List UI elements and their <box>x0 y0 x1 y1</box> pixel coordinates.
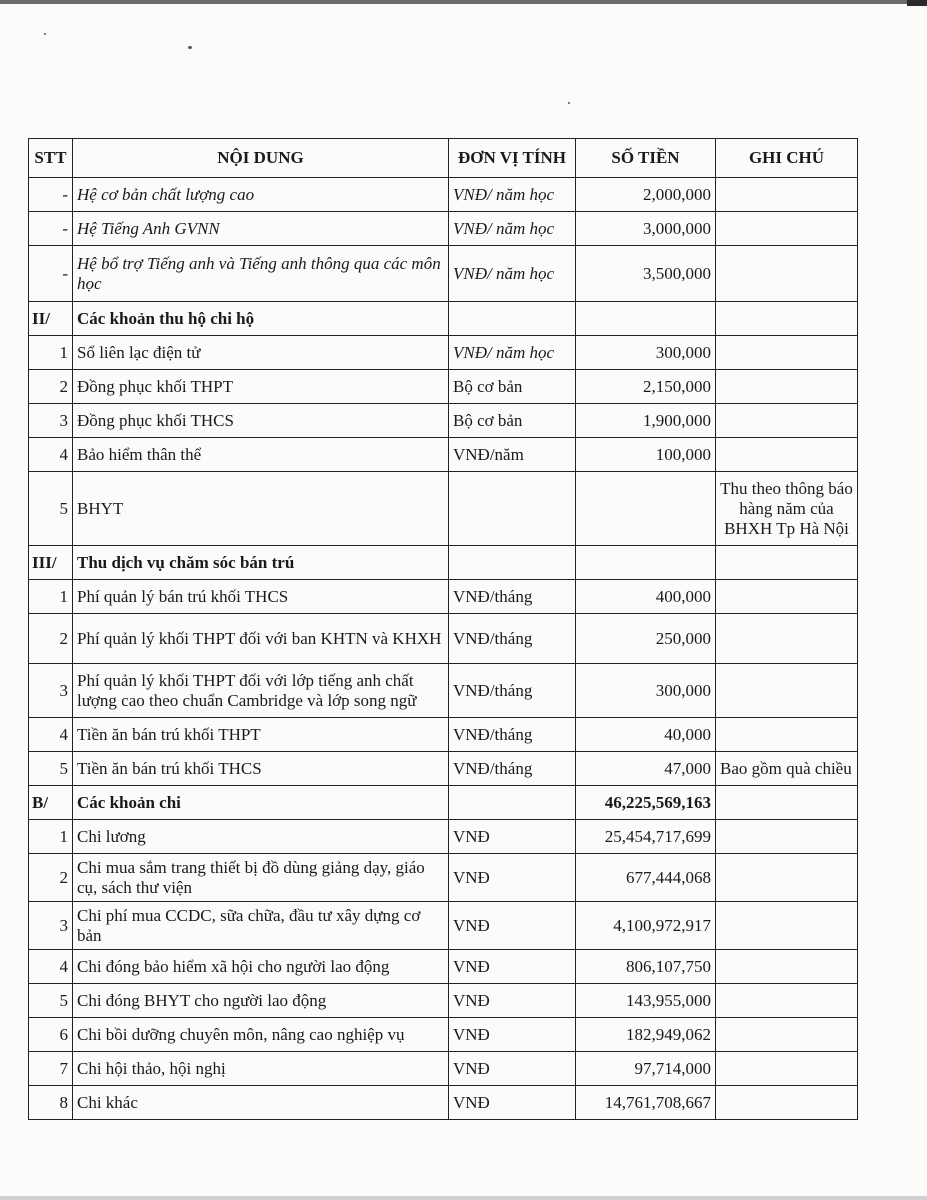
cell-amount <box>576 546 716 580</box>
cell-amount: 100,000 <box>576 438 716 472</box>
cell-stt: 2 <box>29 854 73 902</box>
cell-stt: 1 <box>29 820 73 854</box>
scan-speck <box>44 33 46 35</box>
cell-note <box>716 718 858 752</box>
cell-note <box>716 546 858 580</box>
table-row <box>29 752 858 786</box>
cell-note <box>716 1018 858 1052</box>
cell-amount: 2,000,000 <box>576 178 716 212</box>
cell-unit: VNĐ/tháng <box>449 614 576 664</box>
cell-content: Đồng phục khối THPT <box>73 370 449 404</box>
cell-unit: VNĐ <box>449 854 576 902</box>
cell-unit: VNĐ/tháng <box>449 752 576 786</box>
cell-note <box>716 854 858 902</box>
table-row <box>29 950 858 984</box>
cell-amount <box>576 472 716 546</box>
cell-content: Bảo hiểm thân thể <box>73 438 449 472</box>
table-row <box>29 984 858 1018</box>
cell-amount <box>576 302 716 336</box>
cell-note <box>716 438 858 472</box>
cell-note <box>716 1052 858 1086</box>
section-row <box>29 302 858 336</box>
cell-stt: 4 <box>29 438 73 472</box>
cell-content: Chi đóng bảo hiểm xã hội cho người lao động <box>73 950 449 984</box>
cell-amount: 97,714,000 <box>576 1052 716 1086</box>
header-note: GHI CHÚ <box>716 139 858 178</box>
cell-note <box>716 302 858 336</box>
cell-content: Phí quản lý khối THPT đối với ban KHTN và KHXH <box>73 614 449 664</box>
header-stt: STT <box>29 139 73 178</box>
cell-unit: VNĐ <box>449 1086 576 1120</box>
cell-stt: 5 <box>29 752 73 786</box>
cell-unit: VNĐ/ năm học <box>449 212 576 246</box>
table-row <box>29 1052 858 1086</box>
cell-stt: 4 <box>29 950 73 984</box>
cell-unit: VNĐ <box>449 950 576 984</box>
table-row <box>29 336 858 370</box>
table-row <box>29 820 858 854</box>
cell-content: Chi phí mua CCDC, sữa chữa, đầu tư xây dựng cơ bản <box>73 902 449 950</box>
cell-note <box>716 820 858 854</box>
cell-note <box>716 664 858 718</box>
cell-stt: B/ <box>29 786 73 820</box>
cell-content: Chi lương <box>73 820 449 854</box>
cell-content: Hệ bổ trợ Tiếng anh và Tiếng anh thông qua các môn học <box>73 246 449 302</box>
cell-note <box>716 786 858 820</box>
cell-unit: VNĐ/tháng <box>449 664 576 718</box>
cell-amount: 300,000 <box>576 336 716 370</box>
cell-amount: 677,444,068 <box>576 854 716 902</box>
cell-unit: Bộ cơ bản <box>449 404 576 438</box>
table-row <box>29 246 858 302</box>
cell-note <box>716 212 858 246</box>
cell-note <box>716 336 858 370</box>
cell-content: Tiền ăn bán trú khối THCS <box>73 752 449 786</box>
cell-content: Chi hội thảo, hội nghị <box>73 1052 449 1086</box>
cell-amount: 25,454,717,699 <box>576 820 716 854</box>
cell-amount: 3,000,000 <box>576 212 716 246</box>
cell-stt: II/ <box>29 302 73 336</box>
table-row <box>29 212 858 246</box>
cell-content: Đồng phục khối THCS <box>73 404 449 438</box>
scan-corner-mark <box>907 0 927 6</box>
table-row <box>29 1018 858 1052</box>
cell-content: Các khoản chi <box>73 786 449 820</box>
cell-amount: 300,000 <box>576 664 716 718</box>
cell-unit <box>449 472 576 546</box>
cell-unit: VNĐ/ năm học <box>449 178 576 212</box>
cell-amount: 14,761,708,667 <box>576 1086 716 1120</box>
cell-unit: VNĐ/tháng <box>449 580 576 614</box>
section-row <box>29 546 858 580</box>
cell-stt: 3 <box>29 404 73 438</box>
table-row <box>29 718 858 752</box>
cell-note: Bao gồm quà chiều <box>716 752 858 786</box>
cell-stt: - <box>29 178 73 212</box>
cell-note <box>716 902 858 950</box>
cell-note <box>716 404 858 438</box>
cell-amount: 4,100,972,917 <box>576 902 716 950</box>
cell-content: Chi đóng BHYT cho người lao động <box>73 984 449 1018</box>
cell-unit <box>449 786 576 820</box>
cell-note <box>716 614 858 664</box>
table-row <box>29 1086 858 1120</box>
cell-stt: - <box>29 212 73 246</box>
cell-amount: 806,107,750 <box>576 950 716 984</box>
scan-speck <box>188 46 192 49</box>
cell-stt: 7 <box>29 1052 73 1086</box>
cell-stt: 5 <box>29 472 73 546</box>
cell-amount: 143,955,000 <box>576 984 716 1018</box>
cell-unit: VNĐ <box>449 1018 576 1052</box>
cell-stt: 3 <box>29 664 73 718</box>
cell-content: Các khoản thu hộ chi hộ <box>73 302 449 336</box>
cell-stt: III/ <box>29 546 73 580</box>
cell-content: Phí quản lý bán trú khối THCS <box>73 580 449 614</box>
table-row <box>29 854 858 902</box>
cell-amount: 182,949,062 <box>576 1018 716 1052</box>
cell-stt: 8 <box>29 1086 73 1120</box>
header-content: NỘI DUNG <box>73 139 449 178</box>
table-row <box>29 370 858 404</box>
cell-amount: 40,000 <box>576 718 716 752</box>
cell-unit: Bộ cơ bản <box>449 370 576 404</box>
cell-note <box>716 178 858 212</box>
scan-top-edge <box>0 0 927 4</box>
cell-content: Hệ Tiếng Anh GVNN <box>73 212 449 246</box>
fee-table <box>28 138 858 1120</box>
table-header-row <box>29 139 858 178</box>
section-row <box>29 786 858 820</box>
table-row <box>29 664 858 718</box>
cell-stt: 1 <box>29 336 73 370</box>
cell-unit: VNĐ <box>449 1052 576 1086</box>
cell-content: Phí quản lý khối THPT đối với lớp tiếng anh chất lượng cao theo chuẩn Cambridge và lớp song ngữ <box>73 664 449 718</box>
cell-content: Chi bồi dưỡng chuyên môn, nâng cao nghiệp vụ <box>73 1018 449 1052</box>
cell-unit: VNĐ <box>449 820 576 854</box>
cell-stt: 3 <box>29 902 73 950</box>
cell-unit: VNĐ <box>449 902 576 950</box>
cell-content: Thu dịch vụ chăm sóc bán trú <box>73 546 449 580</box>
header-amount: SỐ TIỀN <box>576 139 716 178</box>
cell-content: Chi khác <box>73 1086 449 1120</box>
cell-stt: 5 <box>29 984 73 1018</box>
cell-stt: 4 <box>29 718 73 752</box>
cell-note <box>716 246 858 302</box>
cell-stt: 1 <box>29 580 73 614</box>
cell-stt: 6 <box>29 1018 73 1052</box>
cell-stt: 2 <box>29 614 73 664</box>
cell-content: BHYT <box>73 472 449 546</box>
cell-note <box>716 1086 858 1120</box>
cell-content: Sổ liên lạc điện tử <box>73 336 449 370</box>
cell-amount: 46,225,569,163 <box>576 786 716 820</box>
cell-unit: VNĐ/ năm học <box>449 336 576 370</box>
cell-content: Chi mua sắm trang thiết bị đồ dùng giảng dạy, giáo cụ, sách thư viện <box>73 854 449 902</box>
table-row <box>29 404 858 438</box>
cell-amount: 2,150,000 <box>576 370 716 404</box>
table-row <box>29 580 858 614</box>
table-row <box>29 614 858 664</box>
cell-stt: - <box>29 246 73 302</box>
cell-unit: VNĐ <box>449 984 576 1018</box>
cell-unit <box>449 546 576 580</box>
cell-unit: VNĐ/năm <box>449 438 576 472</box>
cell-unit <box>449 302 576 336</box>
cell-stt: 2 <box>29 370 73 404</box>
cell-content: Tiền ăn bán trú khối THPT <box>73 718 449 752</box>
cell-amount: 3,500,000 <box>576 246 716 302</box>
cell-note <box>716 950 858 984</box>
cell-content: Hệ cơ bản chất lượng cao <box>73 178 449 212</box>
table-row <box>29 178 858 212</box>
table-row <box>29 902 858 950</box>
cell-note <box>716 984 858 1018</box>
cell-amount: 47,000 <box>576 752 716 786</box>
scan-bottom-edge <box>0 1196 927 1200</box>
cell-unit: VNĐ/tháng <box>449 718 576 752</box>
cell-amount: 1,900,000 <box>576 404 716 438</box>
cell-amount: 400,000 <box>576 580 716 614</box>
table-row <box>29 472 858 546</box>
cell-amount: 250,000 <box>576 614 716 664</box>
cell-note: Thu theo thông báo hàng năm của BHXH Tp Hà Nội <box>716 472 858 546</box>
cell-unit: VNĐ/ năm học <box>449 246 576 302</box>
table-row <box>29 438 858 472</box>
scan-speck <box>568 102 570 104</box>
cell-note <box>716 370 858 404</box>
header-unit: ĐƠN VỊ TÍNH <box>449 139 576 178</box>
cell-note <box>716 580 858 614</box>
